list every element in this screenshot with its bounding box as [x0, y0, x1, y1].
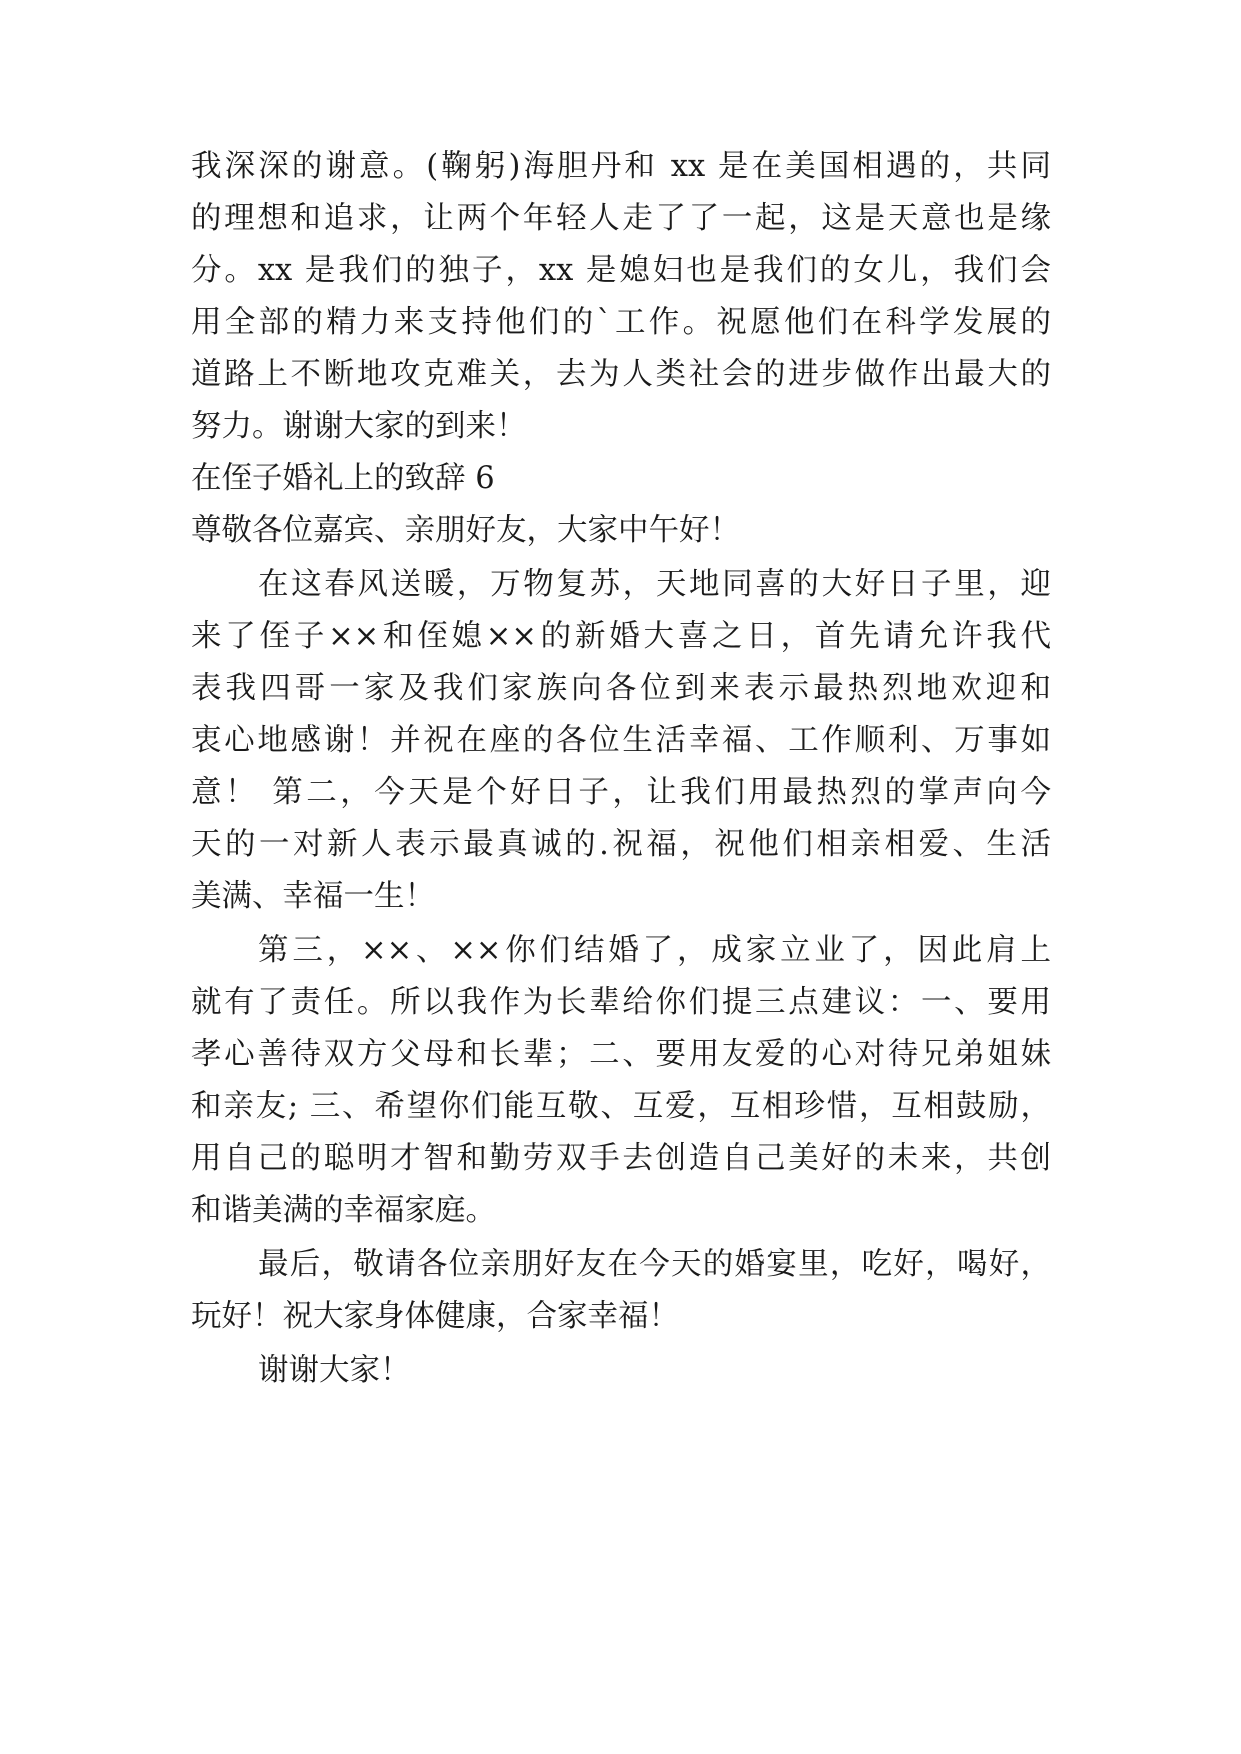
text-line: 玩好！祝大家身体健康，合家幸福！ — [191, 1299, 679, 1334]
text-line: 第三，××、××你们结婚了，成家立业了，因此肩上 — [258, 933, 1051, 968]
text-line: 努力。谢谢大家的到来！ — [191, 409, 527, 444]
section-heading: 在侄子婚礼上的致辞 6 — [191, 461, 495, 496]
text-line: 最后，敬请各位亲朋好友在今天的婚宴里，吃好，喝好， — [258, 1247, 1051, 1282]
text-line: 意！ 第二，今天是个好日子，让我们用最热烈的掌声向今 — [191, 775, 1051, 810]
text-line: 的理想和追求，让两个年轻人走了了一起，这是天意也是缘 — [191, 201, 1051, 236]
text-line: 用自己的聪明才智和勤劳双手去创造自己美好的未来，共创 — [191, 1141, 1051, 1176]
text-line: 表我四哥一家及我们家族向各位到来表示最热烈地欢迎和 — [191, 671, 1051, 706]
text-line: 和亲友; 三、希望你们能互敬、互爱，互相珍惜，互相鼓励， — [191, 1089, 1051, 1124]
text-line: 孝心善待双方父母和长辈；二、要用友爱的心对待兄弟姐妹 — [191, 1037, 1051, 1072]
text-line: 分。xx 是我们的独子，xx 是媳妇也是我们的女儿，我们会 — [191, 253, 1051, 288]
text-line: 就有了责任。所以我作为长辈给你们提三点建议：一、要用 — [191, 985, 1051, 1020]
text-line: 用全部的精力来支持他们的`工作。祝愿他们在科学发展的 — [191, 305, 1051, 340]
text-line: 来了侄子××和侄媳××的新婚大喜之日，首先请允许我代 — [191, 619, 1051, 654]
text-line: 道路上不断地攻克难关，去为人类社会的进步做作出最大的 — [191, 357, 1051, 392]
text-line: 在这春风送暖，万物复苏，天地同喜的大好日子里，迎 — [258, 567, 1051, 602]
text-line: 衷心地感谢！并祝在座的各位生活幸福、工作顺利、万事如 — [191, 723, 1051, 758]
text-line: 美满、幸福一生！ — [191, 879, 435, 914]
text-line: 和谐美满的幸福家庭。 — [191, 1193, 496, 1228]
closing-line: 谢谢大家！ — [258, 1353, 411, 1388]
salutation: 尊敬各位嘉宾、亲朋好友，大家中午好！ — [191, 513, 740, 548]
text-line: 天的一对新人表示最真诚的.祝福，祝他们相亲相爱、生活 — [191, 827, 1051, 862]
text-line: 我深深的谢意。(鞠躬)海胆丹和 xx 是在美国相遇的，共同 — [191, 149, 1051, 184]
